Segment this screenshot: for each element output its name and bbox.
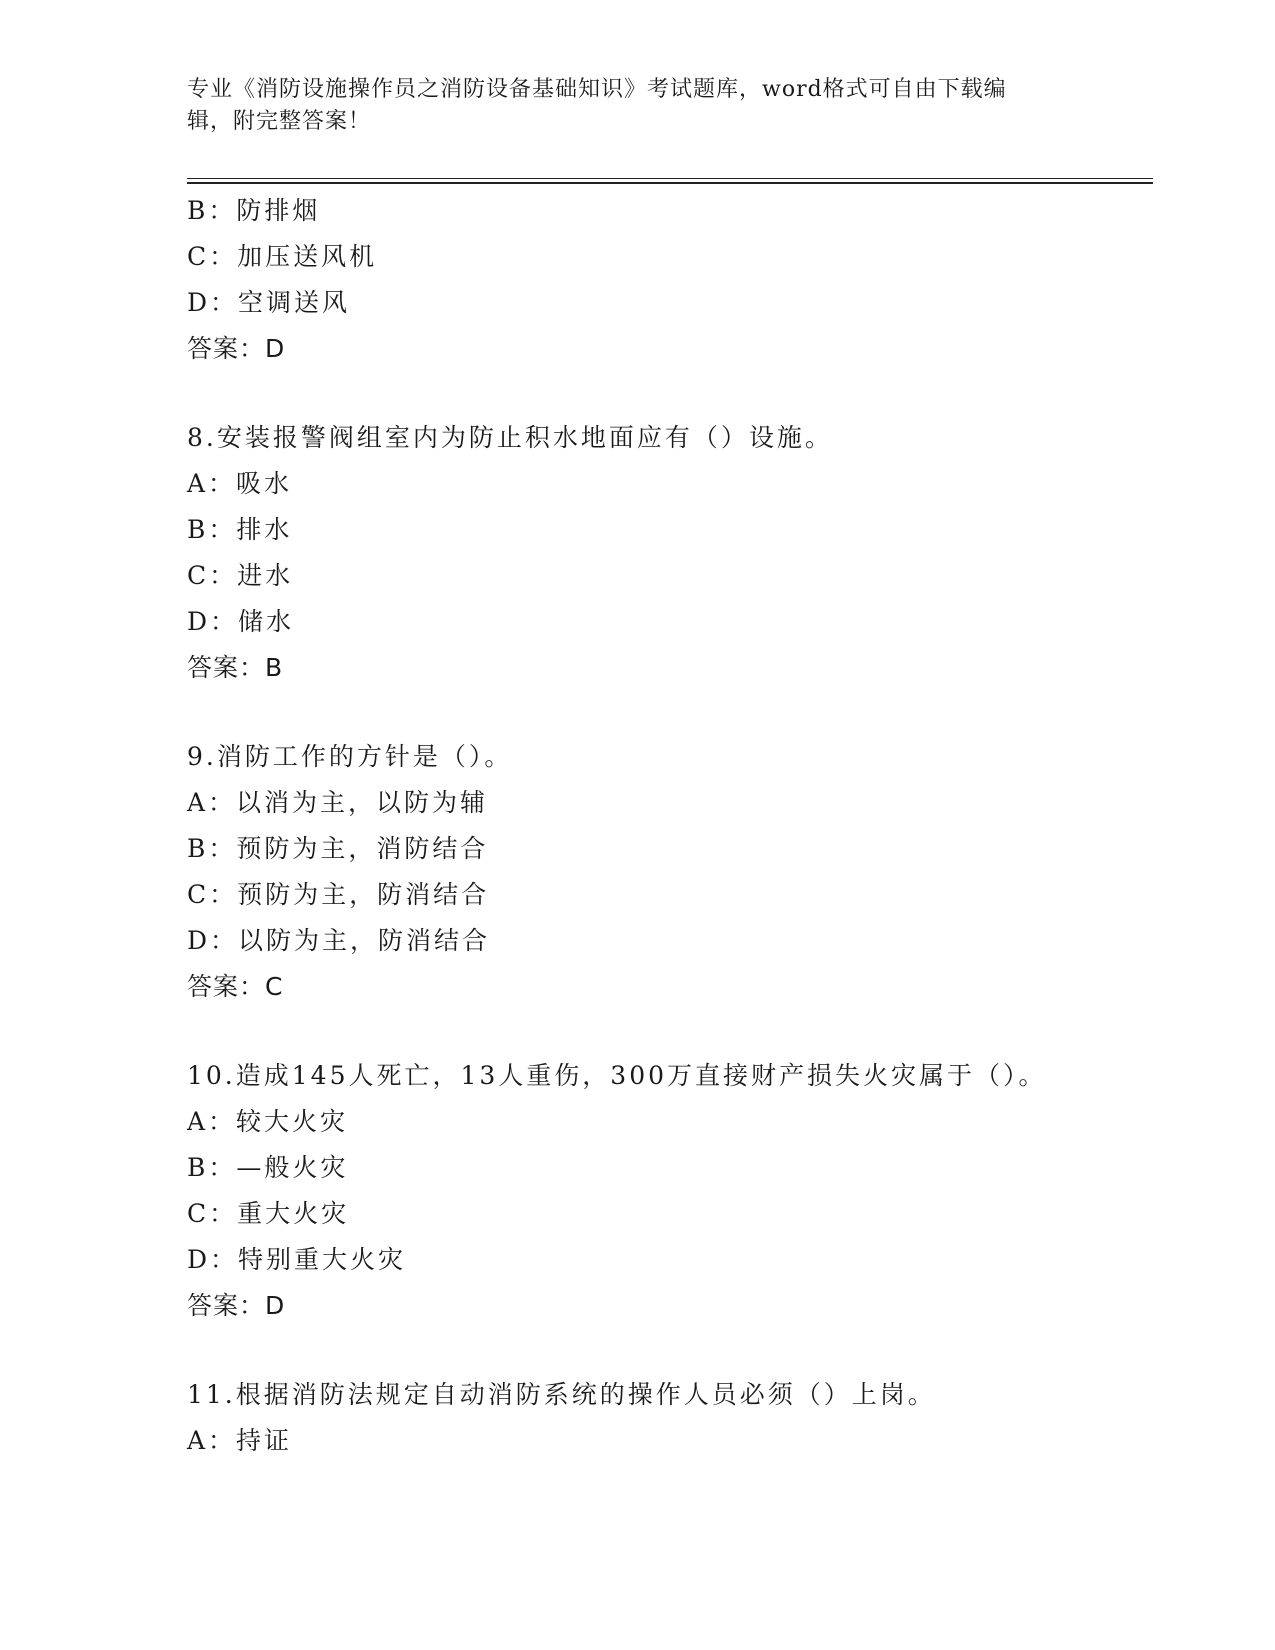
header-divider-thin [187,178,1153,179]
option-a: A：以消为主，以防为辅 [187,788,489,817]
option-c: C：重大火灾 [187,1199,350,1228]
question-text: 11.根据消防法规定自动消防系统的操作人员必须（）上岗。 [187,1380,936,1409]
option-b: B：防排烟 [187,196,321,225]
spacer [187,1010,1147,1053]
question-list [187,188,1147,1464]
option-c: C：预防为主，防消结合 [187,880,490,909]
answer: 答案：B [187,653,284,682]
question-8 [187,415,1147,691]
answer: 答案：D [187,334,286,363]
option-b: B：—般火灾 [187,1153,349,1182]
option-c: C：加压送风机 [187,242,378,271]
answer: 答案：C [187,972,284,1001]
option-d: D：储水 [187,607,295,636]
spacer [187,691,1147,734]
spacer [187,1329,1147,1372]
answer: 答案：D [187,1291,286,1320]
header-line-1: 专业《消防设施操作员之消防设备基础知识》考试题库，word格式可自由下载编 [187,77,1007,102]
question-text: 9.消防工作的方针是（）。 [187,742,513,771]
option-a: A：较大火灾 [187,1107,349,1136]
option-c: C：进水 [187,561,294,590]
option-d: D：空调送风 [187,288,351,317]
option-a: A：持证 [187,1426,293,1455]
option-a: A：吸水 [187,469,293,498]
question-text: 10.造成145人死亡，13人重伤，300万直接财产损失火灾属于（）。 [187,1061,1047,1090]
question-7-tail [187,188,1147,372]
header-line-2: 辑，附完整答案！ [187,109,372,134]
option-d: D：以防为主，防消结合 [187,926,491,955]
document-header [187,74,1067,138]
question-9 [187,734,1147,1010]
option-d: D：特别重大火灾 [187,1245,407,1274]
question-10 [187,1053,1147,1329]
question-11 [187,1372,1147,1464]
question-text: 8.安装报警阀组室内为防止积水地面应有（）设施。 [187,423,833,452]
header-divider-thick [187,182,1153,184]
option-b: B：排水 [187,515,293,544]
option-b: B：预防为主，消防结合 [187,834,489,863]
spacer [187,372,1147,415]
